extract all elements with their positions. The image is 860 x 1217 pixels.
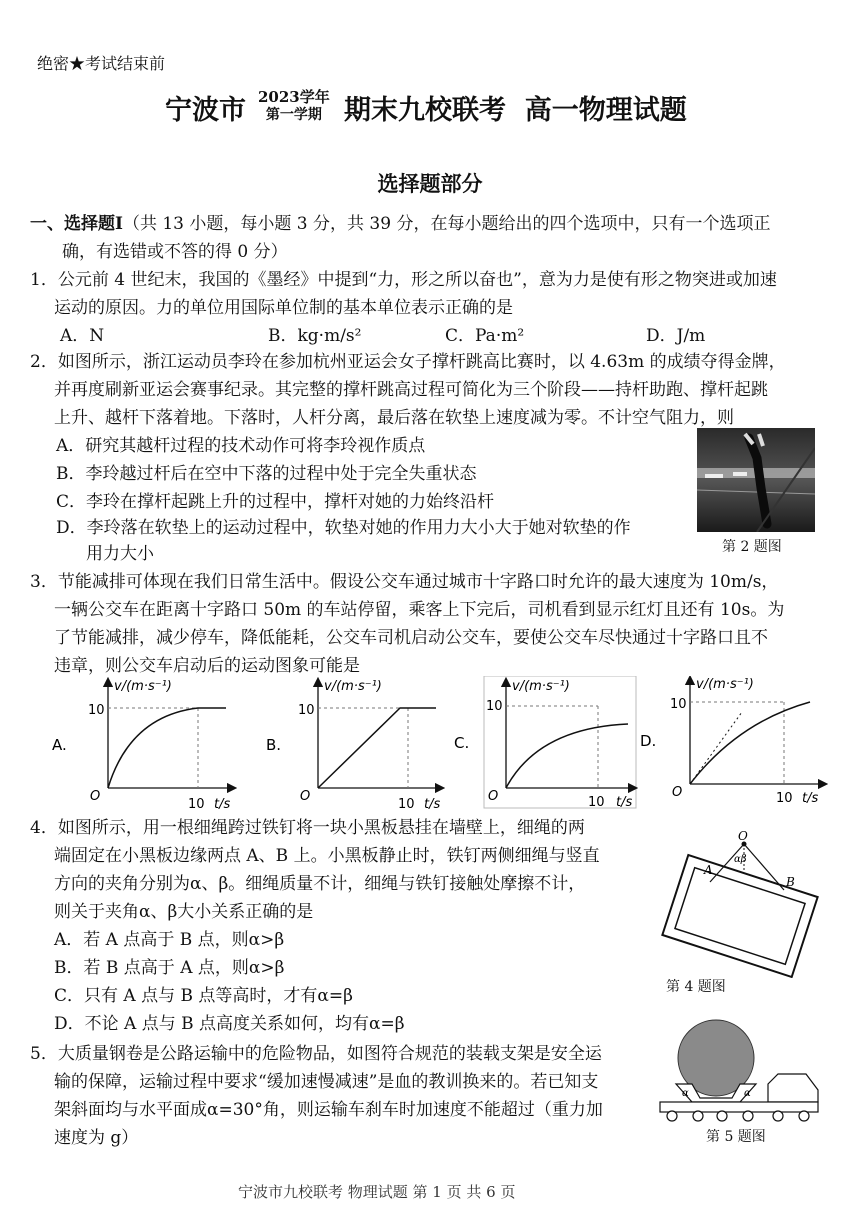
- q3-a-ytick: 10: [88, 703, 105, 718]
- q2-option-d-line1: D．李玲落在软垫上的运动过程中，软垫对她的作用力大小大于她对软垫的作: [56, 518, 631, 538]
- q3-label-d: D.: [640, 732, 657, 750]
- q3-graph-d: [640, 677, 823, 806]
- q1-stem-line1: 1．公元前 4 世纪末，我国的《墨经》中提到“力，形之所以奋也”，意为力是使有形之物突进或加速: [30, 270, 777, 290]
- q3-graphs: [48, 676, 838, 811]
- q3-graph-b: [266, 679, 440, 811]
- q3-a-xaxis: t/s: [214, 797, 231, 811]
- page-footer: 宁波市九校联考 物理试题 第 1 页 共 6 页: [238, 1183, 516, 1201]
- q4-stem-line3: 方向的夹角分别为α、β。细绳质量不计，细绳与铁钉接触处摩擦不计，: [54, 874, 586, 894]
- q1-option-a: A．N: [60, 326, 105, 346]
- title-year: 2023学年: [258, 88, 330, 106]
- part1-desc-line2: 确，有选错或不答的得 0 分）: [62, 242, 288, 262]
- title-year-term: [258, 88, 330, 124]
- q3-d-xtick: 10: [776, 791, 793, 806]
- q3-a-xtick: 10: [188, 797, 205, 811]
- q4-option-a: A．若 A 点高于 B 点，则α>β: [54, 930, 285, 950]
- q3-b-origin: O: [300, 789, 311, 804]
- q1-option-c: C．Pa·m²: [445, 326, 525, 346]
- title-city: 宁波市: [165, 95, 246, 126]
- q2-stem-line3: 上升、越杆下落着地。下落时，人杆分离，最后落在软垫上速度减为零。不计空气阻力，则: [54, 408, 734, 428]
- q5-stem-line3: 架斜面均与水平面成α=30°角，则运输车刹车时加速度不能超过（重力加: [54, 1100, 603, 1120]
- q3-c-origin: O: [488, 789, 499, 804]
- q4-stem-line4: 则关于夹角α、β大小关系正确的是: [54, 902, 314, 922]
- q1-option-b: B．kg·m/s²: [268, 326, 362, 346]
- q5-figure-caption: 第 5 题图: [706, 1129, 766, 1145]
- q4-angles: αβ: [734, 854, 747, 865]
- q4-blackboard-figure: [656, 828, 826, 978]
- q3-b-xtick: 10: [398, 797, 415, 811]
- q3-d-yaxis: v/(m·s⁻¹): [696, 677, 754, 692]
- q4-option-b: B．若 B 点高于 A 点，则α>β: [54, 958, 285, 978]
- q4-point-b: B: [786, 875, 795, 889]
- part1-desc-line1: （共 13 小题，每小题 3 分，共 39 分，在每小题给出的四个选项中，只有一个选项正: [122, 214, 771, 234]
- q3-stem-line3: 了节能减排，减少停车，降低能耗，公交车司机启动公交车，要使公交车尽快通过十字路口且不: [54, 628, 768, 648]
- q4-point-o: O: [738, 829, 748, 843]
- q3-b-yaxis: v/(m·s⁻¹): [324, 679, 382, 694]
- q3-d-xaxis: t/s: [802, 791, 819, 806]
- q2-option-d-line2: 用力大小: [86, 544, 154, 564]
- part1-heading: 一、选择题Ⅰ: [30, 214, 123, 234]
- q3-label-a: A.: [52, 736, 67, 754]
- part1-header: [30, 210, 770, 238]
- q3-c-xaxis: t/s: [616, 795, 633, 810]
- q3-label-c: C.: [454, 734, 470, 752]
- footer-clip: [0, 1170, 860, 1217]
- q3-a-yaxis: v/(m·s⁻¹): [114, 679, 172, 694]
- q4-figure-caption: 第 4 题图: [666, 979, 726, 995]
- q3-b-xaxis: t/s: [424, 797, 441, 811]
- q3-stem-line4: 违章，则公交车启动后的运动图象可能是: [54, 656, 360, 676]
- q1-stem-line2: 运动的原因。力的单位用国际单位制的基本单位表示正确的是: [54, 298, 513, 318]
- exam-title: [165, 88, 246, 127]
- q3-a-origin: O: [90, 789, 101, 804]
- q4-option-d: D．不论 A 点与 B 点高度关系如何，均有α=β: [54, 1014, 405, 1034]
- q5-stem-line4: 速度为 g）: [54, 1128, 139, 1148]
- q3-label-b: B.: [266, 736, 282, 754]
- q3-c-yaxis: v/(m·s⁻¹): [512, 679, 570, 694]
- q5-truck-figure: [656, 1010, 830, 1126]
- section-title: 选择题部分: [377, 171, 483, 196]
- q3-b-ytick: 10: [298, 703, 315, 718]
- q2-option-c: C．李玲在撑杆起跳上升的过程中，撑杆对她的力始终沿杆: [56, 492, 495, 512]
- q2-stem-line2: 并再度刷新亚运会赛事纪录。其完整的撑杆跳高过程可简化为三个阶段——持杆助跑、撑杆起跳: [54, 380, 768, 400]
- q3-c-ytick: 10: [486, 699, 503, 714]
- q3-d-ytick: 10: [670, 697, 687, 712]
- q3-d-origin: O: [672, 785, 683, 800]
- q5-alpha-left: α: [682, 1088, 689, 1099]
- q5-stem-line1: 5．大质量钢卷是公路运输中的危险物品，如图符合规范的装载支架是安全运: [30, 1044, 602, 1064]
- confidential-mark: 绝密★考试结束前: [37, 54, 166, 73]
- q1-option-d: D．J/m: [646, 326, 706, 346]
- title-term: 第一学期: [265, 107, 322, 123]
- q5-stem-line2: 输的保障，运输过程中要求“缓加速慢减速”是血的教训换来的。若已知支: [54, 1072, 599, 1092]
- q4-stem-line2: 端固定在小黑板边缘两点 A、B 上。小黑板静止时，铁钉两侧细绳与竖直: [54, 846, 600, 866]
- q2-pole-vault-photo: [697, 428, 815, 532]
- q2-option-b: B．李玲越过杆后在空中下落的过程中处于完全失重状态: [56, 464, 477, 484]
- title-rest: 期末九校联考 高一物理试题: [344, 95, 687, 126]
- q2-option-a: A．研究其越杆过程的技术动作可将李玲视作质点: [56, 436, 426, 456]
- q3-stem-line1: 3．节能减排可体现在我们日常生活中。假设公交车通过城市十字路口时允许的最大速度为 10m/s，: [30, 572, 779, 592]
- q2-stem-line1: 2．如图所示，浙江运动员李玲在参加杭州亚运会女子撑杆跳高比赛时，以 4.63m 的成绩夺得金牌，: [30, 352, 786, 372]
- q3-c-xtick: 10: [588, 795, 605, 810]
- q3-graph-c: [454, 676, 636, 810]
- q4-point-a: A: [704, 863, 713, 877]
- q3-graph-a: [52, 679, 232, 811]
- q5-alpha-right: α: [744, 1088, 751, 1099]
- q2-figure-caption: 第 2 题图: [722, 539, 782, 555]
- q4-option-c: C．只有 A 点与 B 点等高时，才有α=β: [54, 986, 353, 1006]
- q3-stem-line2: 一辆公交车在距离十字路口 50m 的车站停留，乘客上下完后，司机看到显示红灯且还有 10s。为: [54, 600, 785, 620]
- q4-stem-line1: 4．如图所示，用一根细绳跨过铁钉将一块小黑板悬挂在墙壁上，细绳的两: [30, 818, 585, 838]
